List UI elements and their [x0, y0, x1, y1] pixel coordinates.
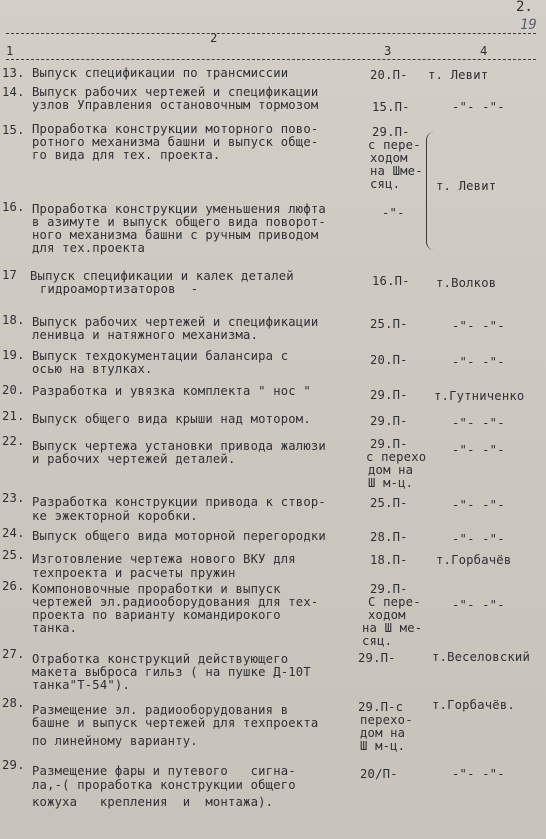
row-date: -"-	[382, 206, 405, 220]
row-text-line: Выпуск общего вида крыши над мотором.	[32, 412, 311, 426]
handwritten-page-number: 19	[520, 17, 537, 33]
row-date: ходом	[370, 151, 408, 165]
row-date: Ш м-ц.	[368, 476, 414, 490]
row-text-line: Размещение фары и путевого сигна-	[32, 764, 296, 778]
row-responsible: -"- -"-	[452, 598, 505, 612]
row-text-line: ленивца и натяжного механизма.	[32, 328, 259, 342]
row-text-line: Выпуск спецификации и калек деталей	[30, 269, 294, 283]
row-date: с перехо	[366, 450, 427, 464]
row-date: 28.П-	[370, 530, 408, 544]
row-date: 20.П-	[370, 353, 408, 367]
row-text-line: чертежей эл.радиооборудования для тех-	[32, 595, 319, 609]
row-text-line: по линейному варианту.	[32, 734, 198, 748]
row-text-line: осью на втулках.	[32, 362, 153, 376]
row-text-line: Разработка и увязка комплекта " нос "	[32, 384, 311, 398]
row-responsible: -"- -"-	[452, 767, 505, 781]
row-date: сяц.	[362, 634, 393, 648]
row-text-line: Отработка конструкций действующего	[32, 652, 289, 666]
row-responsible: -"- -"-	[452, 416, 505, 430]
row-text-line: узлов Управления остановочным тормозом	[32, 98, 319, 112]
row-text-line: Изготовление чертежа нового ВКУ для	[32, 552, 296, 566]
row-text-line: танка.	[32, 621, 78, 635]
row-date: с пере-	[368, 138, 421, 152]
row-date: 18.П-	[370, 553, 408, 567]
row-date: 29.П-с	[358, 700, 404, 714]
row-date: Ш м-ц.	[360, 739, 406, 753]
row-date: сяц.	[370, 177, 401, 191]
row-num: 28.	[2, 696, 25, 710]
row-responsible: -"- -"-	[452, 443, 505, 457]
row-text-line: Компоновочные проработки и выпуск	[32, 582, 281, 596]
row-date: 29.П-	[358, 651, 396, 665]
row-date: 29.П-	[370, 437, 408, 451]
row-date: на Шме-	[370, 164, 423, 178]
row-num: 26.	[2, 579, 25, 593]
row-date: 29.П-	[370, 388, 408, 402]
row-date: 25.П-	[370, 496, 408, 510]
row-date: 25.П-	[370, 317, 408, 331]
row-text-line: для тех.проекта	[32, 241, 146, 255]
row-text-line: ла,-( проработка конструкции общего	[32, 778, 296, 792]
row-date: С пере-	[368, 595, 421, 609]
row-text-line: башне и выпуск чертежей для техпроекта	[32, 716, 319, 730]
row-date: 29.П-	[370, 414, 408, 428]
row-responsible: -"- -"-	[452, 319, 505, 333]
row-date: на Ш ме-	[362, 621, 423, 635]
row-num: 25.	[2, 548, 25, 562]
row-responsible: т.Волков	[436, 276, 497, 290]
grouping-brace	[426, 132, 435, 250]
row-text-line: Выпуск общего вида моторной перегородки	[32, 529, 326, 543]
header-col-4: 4	[480, 44, 488, 58]
row-responsible: т.Горбачёв	[436, 553, 512, 567]
row-text-line: Разработка конструкции привода к створ-	[32, 495, 326, 509]
row-text-line: проекта по варианту командирокого	[32, 608, 281, 622]
row-responsible: т. Левит	[436, 179, 497, 193]
page-number: 2.	[516, 0, 533, 15]
row-num: 19.	[2, 348, 25, 362]
row-text-line: макета выброса гильз ( на пушке Д-10Т	[32, 665, 311, 679]
row-num: 14.	[2, 85, 25, 99]
row-num: 21.	[2, 409, 25, 423]
row-num: 22.	[2, 434, 25, 448]
row-num: 16.	[2, 200, 25, 214]
row-date: перехо-	[360, 713, 413, 727]
row-num: 18.	[2, 313, 25, 327]
row-date: ходом	[368, 608, 406, 622]
header-col-3: 3	[384, 44, 392, 58]
row-num: 29.	[2, 758, 25, 772]
row-responsible: -"- -"-	[452, 532, 505, 546]
row-text-line: Выпуск чертежа установки привода жалюзи	[32, 439, 326, 453]
row-text-line: в азимуте и выпуск общего вида поворот-	[32, 215, 326, 229]
row-text-line: Выпуск рабочих чертежей и спецификации	[32, 315, 319, 329]
row-text-line: кожуха крепления и монтажа).	[32, 795, 274, 809]
row-num: 20.	[2, 383, 25, 397]
row-responsible: т. Левит	[428, 68, 489, 82]
row-text-line: Выпуск техдокументации балансира с	[32, 349, 289, 363]
row-text-line: ротного механизма башни и выпуск обще-	[32, 135, 319, 149]
row-num: 17	[2, 268, 18, 282]
row-text-line: ного механизма башни с ручным приводом	[32, 228, 319, 242]
row-date: 16.П-	[372, 274, 410, 288]
row-num: 24.	[2, 526, 25, 540]
row-date: 29.П-	[372, 125, 410, 139]
row-date: 20/П-	[360, 767, 398, 781]
row-date: дом на	[368, 463, 414, 477]
row-text-line: техпроекта и расчеты пружин	[32, 566, 236, 580]
header-bottom-rule	[6, 59, 536, 60]
row-text-line: Выпуск рабочих чертежей и спецификации	[32, 85, 319, 99]
row-responsible: т.Веселовский	[432, 650, 530, 664]
row-text-line: гидроамортизаторов -	[40, 282, 199, 296]
row-date: 29.П-	[370, 582, 408, 596]
row-text-line: и рабочих чертежей деталей.	[32, 452, 236, 466]
row-responsible: -"- -"-	[452, 498, 505, 512]
row-date: 15.П-	[372, 100, 410, 114]
row-date: дом на	[360, 726, 406, 740]
row-num: 13.	[2, 66, 25, 80]
header-top-rule	[6, 33, 536, 34]
row-date: 20.П-	[370, 68, 408, 82]
header-col-2: 2	[210, 31, 218, 45]
row-num: 15.	[2, 123, 25, 137]
row-responsible: -"- -"-	[452, 100, 505, 114]
row-num: 23.	[2, 491, 25, 505]
row-text-line: Проработка конструкции моторного пово-	[32, 122, 319, 136]
row-text-line: танка"Т-54").	[32, 678, 130, 692]
row-num: 27.	[2, 647, 25, 661]
row-responsible: т.Горбачёв.	[432, 698, 515, 712]
row-text-line: Проработка конструкции уменьшения люфта	[32, 202, 326, 216]
row-text-line: Выпуск спецификации по трансмиссии	[32, 66, 289, 80]
row-responsible: т.Гутниченко	[434, 389, 525, 403]
row-text-line: ке эжекторной коробки.	[32, 509, 198, 523]
row-text-line: го вида для тех. проекта.	[32, 148, 221, 162]
row-responsible: -"- -"-	[452, 355, 505, 369]
row-text-line: Размещение эл. радиооборудования в	[32, 703, 289, 717]
header-col-1: 1	[6, 44, 14, 58]
